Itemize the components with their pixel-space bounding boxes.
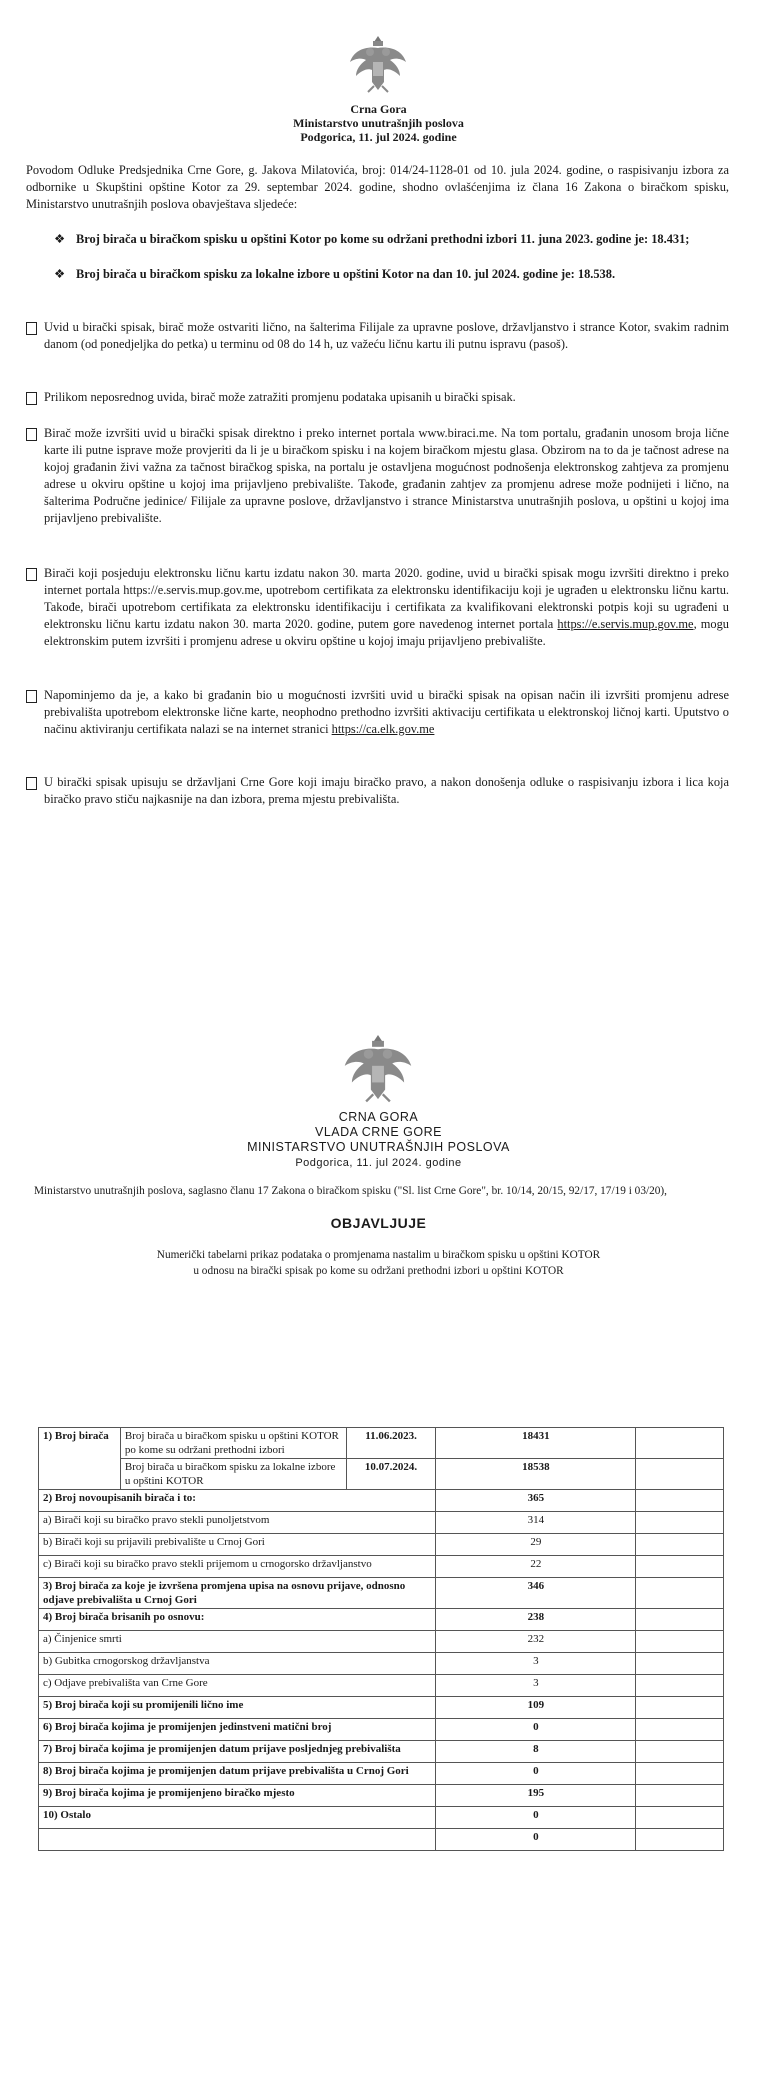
row-label: a) Činjenice smrti (39, 1631, 436, 1653)
row1a-description: Broj birača u biračkom spisku u opštini KOTOR po kome su održani prethodni izbori (120, 1428, 346, 1459)
table-row (39, 1697, 724, 1719)
row-value: 109 (436, 1697, 636, 1719)
row-value: 314 (436, 1512, 636, 1534)
table-row (39, 1534, 724, 1556)
table-row (39, 1631, 724, 1653)
diamond-star-icon: ❖ (54, 232, 66, 246)
table-row (39, 1490, 724, 1512)
legal-basis: Ministarstvo unutrašnjih poslova, saglasno članu 17 Zakona o biračkom spisku ("Sl. list Crne Gore", br. 10/14, 20/15, 92/17, 17/19 i 03/20), (34, 1185, 668, 1197)
row-value: 238 (436, 1609, 636, 1631)
country-name-caps: CRNA GORA (338, 1110, 419, 1124)
row-value: 8 (436, 1741, 636, 1763)
row-label: 3) Broj birača za koje je izvršena promjena upisa na osnovu prijave, odnosno odjave prebivališta u Crnoj Gori (39, 1578, 436, 1609)
row-value: 346 (436, 1578, 636, 1609)
row-label: c) Birači koji su biračko pravo stekli prijemom u crnogorsko državljanstvo (39, 1556, 436, 1578)
table-row (39, 1653, 724, 1675)
row-value: 22 (436, 1556, 636, 1578)
table-row (39, 1785, 724, 1807)
bullet-text: Broj birača u biračkom spisku u opštini Kotor po kome su održani prethodni izbori 11. juna 2023. godine je: 18.431; (76, 232, 690, 246)
table-row (39, 1609, 724, 1631)
bullet-text: Broj birača u biračkom spisku za lokalne izbore u opštini Kotor na dan 10. jul 2024. godine je: 18.538. (76, 267, 616, 281)
government-name: VLADA CRNE GORE (315, 1125, 442, 1139)
eservis-link[interactable]: https://e.servis.mup.gov.me (557, 617, 694, 631)
table-row (39, 1556, 724, 1578)
row1a-value: 18431 (436, 1428, 636, 1459)
diamond-star-icon: ❖ (54, 267, 66, 281)
row-value: 0 (436, 1763, 636, 1785)
row-value: 195 (436, 1785, 636, 1807)
paragraph-registration: U birački spisak upisuju se državljani Crne Gore koji imaju biračko pravo, a nakon donošenja odluke o raspisivanju izbora i lica koja biračko pravo stiču najkasnije na dan izbora, prema mjestu prebivališta. (44, 775, 729, 806)
paragraph-inspection: Uvid u birački spisak, birač može ostvariti lično, na šalterima Filijale za upravne poslove, državljanstvo i strance Kotor, svakim radnim danom (od ponedjeljka do petka) u terminu od 08 do 14 h, uz važeću ličnu kartu ili putnu ispravu (pasoš). (44, 320, 729, 351)
row-label: 4) Broj birača brisanih po osnovu: (39, 1609, 436, 1631)
row1b-date: 10.07.2024. (346, 1459, 436, 1490)
row1b-description: Broj birača u biračkom spisku za lokalne izbore u opštini KOTOR (120, 1459, 346, 1490)
row-label: b) Gubitka crnogorskog državljanstva (39, 1653, 436, 1675)
row-label: c) Odjave prebivališta van Crne Gore (39, 1675, 436, 1697)
checkbox-square-icon (26, 690, 37, 703)
bullet-voters-previous (54, 231, 726, 248)
row1b-value: 18538 (436, 1459, 636, 1490)
table-row (39, 1719, 724, 1741)
intro-paragraph: Povodom Odluke Predsjednika Crne Gore, g. Jakova Milatovića, broj: 014/24-1128-01 od 10. jula 2024. godine, o raspisivanju izbora za odbornike u Skupštini opštine Kotor za 29. septembar 2024. godine, shodno ovlašćenjima iz člana 16 Zakona o biračkom spisku, Ministarstvo unutrašnjih poslova obavještava sljedeće: (26, 163, 729, 211)
place-date: Podgorica, 11. jul 2024. godine (300, 130, 457, 144)
row-value: 365 (436, 1490, 636, 1512)
ministry-name: Ministarstvo unutrašnjih poslova (293, 116, 464, 130)
checkbox-square-icon (26, 568, 37, 581)
checkbox-square-icon (26, 428, 37, 441)
row-label: 6) Broj birača kojima je promijenjen jedinstveni matični broj (39, 1719, 436, 1741)
row1-label: 1) Broj birača (39, 1428, 121, 1490)
coat-of-arms-emblem (346, 32, 410, 94)
row-label: 9) Broj birača kojima je promijenjeno biračko mjesto (39, 1785, 436, 1807)
paragraph-change-request: Prilikom neposrednog uvida, birač može zatražiti promjenu podataka upisanih u birački spisak. (44, 390, 516, 404)
publishes-heading: OBJAVLJUJE (330, 1215, 427, 1231)
paragraph-online-portal: Birač može izvršiti uvid u birački spisak direktno i preko internet portala www.biraci.me. Na tom portalu, građanin unosom broja lične karte ili putne isprave može provjeriti da li je u biračkom spisku i na kojem biračkom mjestu glasa. Obzirom na to da je tačnost adrese na kojoj građanin živi važna za tačnost biračkog spiska, na portalu je ostavljena mogućnost podnošenja elektronskog zahtjeva za promjenu adrese u okviru opštine u kojoj ima prijavljeno prebivalište. Takođe, građanin zahtjev za promjenu adrese može podnijeti i lično, na šalterima Područne jedinice/ Filijale za upravne poslove, državljanstvo i strance Ministarstva unutrašnjih poslova, u opštini u kojoj ima prijavljeno prebivalište. (44, 426, 729, 525)
row-label: 10) Ostalo (39, 1807, 436, 1829)
table-row (39, 1428, 724, 1459)
checkbox-square-icon (26, 777, 37, 790)
row-label (39, 1829, 436, 1851)
table-subtitle-2: u odnosu na birački spisak po kome su održani prethodni izbori u opštini KOTOR (193, 1265, 564, 1277)
row-value: 3 (436, 1675, 636, 1697)
table-row (39, 1459, 724, 1490)
row-label: 2) Broj novoupisanih birača i to: (39, 1490, 436, 1512)
paragraph-electronic-id: Birači koji posjeduju elektronsku ličnu kartu izdatu nakon 30. marta 2020. godine, uvid u birački spisak mogu izvršiti direktno i preko internet portala https://e.servis.mup.gov.me, upotrebom certifikata za elektronsku identifikaciju koji je ugrađen u elektronsku ličnu kartu. Takođe, birači upotrebom certifikata za elektronsku identifikaciju i certifikata za kvalifikovani elektronski potpis koji su ugrađeni u elektronsku ličnu kartu izdatu nakon 30. marta 2020. godine, putem gore navedenog internet portala https://e.servis.mup.gov.me, mogu elektronskim putem izvršiti i promjenu adrese u okviru opštine u kojoj imaju prijavljeno prebivalište. (44, 566, 729, 648)
voter-statistics-table (38, 1427, 724, 1851)
table-row (39, 1829, 724, 1851)
table-row (39, 1741, 724, 1763)
paragraph-certificate-activation: Napominjemo da je, a kako bi građanin bio u mogućnosti izvršiti uvid u birački spisak na opisan način ili izvršiti promjenu adrese prebivališta upotrebom elektronske lične karte, neophodno prethodno izvršiti aktivaciju certifikata u elektronskoj ličnoj karti. Uputstvo o načinu aktiviranju certifikata nalazi se na internet stranici https://ca.elk.gov.me (44, 688, 729, 736)
ca-elk-link[interactable]: https://ca.elk.gov.me (331, 722, 435, 736)
row-label: 8) Broj birača kojima je promijenjen datum prijave prebivališta u Crnoj Gori (39, 1763, 436, 1785)
row-value: 232 (436, 1631, 636, 1653)
row-value: 3 (436, 1653, 636, 1675)
table-row (39, 1807, 724, 1829)
table-row (39, 1675, 724, 1697)
row1a-date: 11.06.2023. (346, 1428, 436, 1459)
row-label: a) Birači koji su biračko pravo stekli punoljetstvom (39, 1512, 436, 1534)
ministry-name-caps: MINISTARSTVO UNUTRAŠNJIH POSLOVA (247, 1140, 510, 1154)
country-name: Crna Gora (350, 102, 407, 116)
row-label: b) Birači koji su prijavili prebivalište u Crnoj Gori (39, 1534, 436, 1556)
row-value: 0 (436, 1719, 636, 1741)
coat-of-arms-emblem (340, 1030, 416, 1104)
checkbox-square-icon (26, 392, 37, 405)
table-row (39, 1763, 724, 1785)
checkbox-square-icon (26, 322, 37, 335)
table-row (39, 1578, 724, 1609)
row-value: 0 (436, 1807, 636, 1829)
row-label: 7) Broj birača kojima je promijenjen datum prijave posljednjeg prebivališta (39, 1741, 436, 1763)
place-date-2: Podgorica, 11. jul 2024. godine (295, 1157, 462, 1169)
row-label: 5) Broj birača koji su promijenili lično ime (39, 1697, 436, 1719)
table-row (39, 1512, 724, 1534)
row-value: 0 (436, 1829, 636, 1851)
table-subtitle-1: Numerički tabelarni prikaz podataka o promjenama nastalim u biračkom spisku u opštini KOTOR (156, 1249, 601, 1261)
bullet-voters-current (54, 266, 726, 283)
row-value: 29 (436, 1534, 636, 1556)
